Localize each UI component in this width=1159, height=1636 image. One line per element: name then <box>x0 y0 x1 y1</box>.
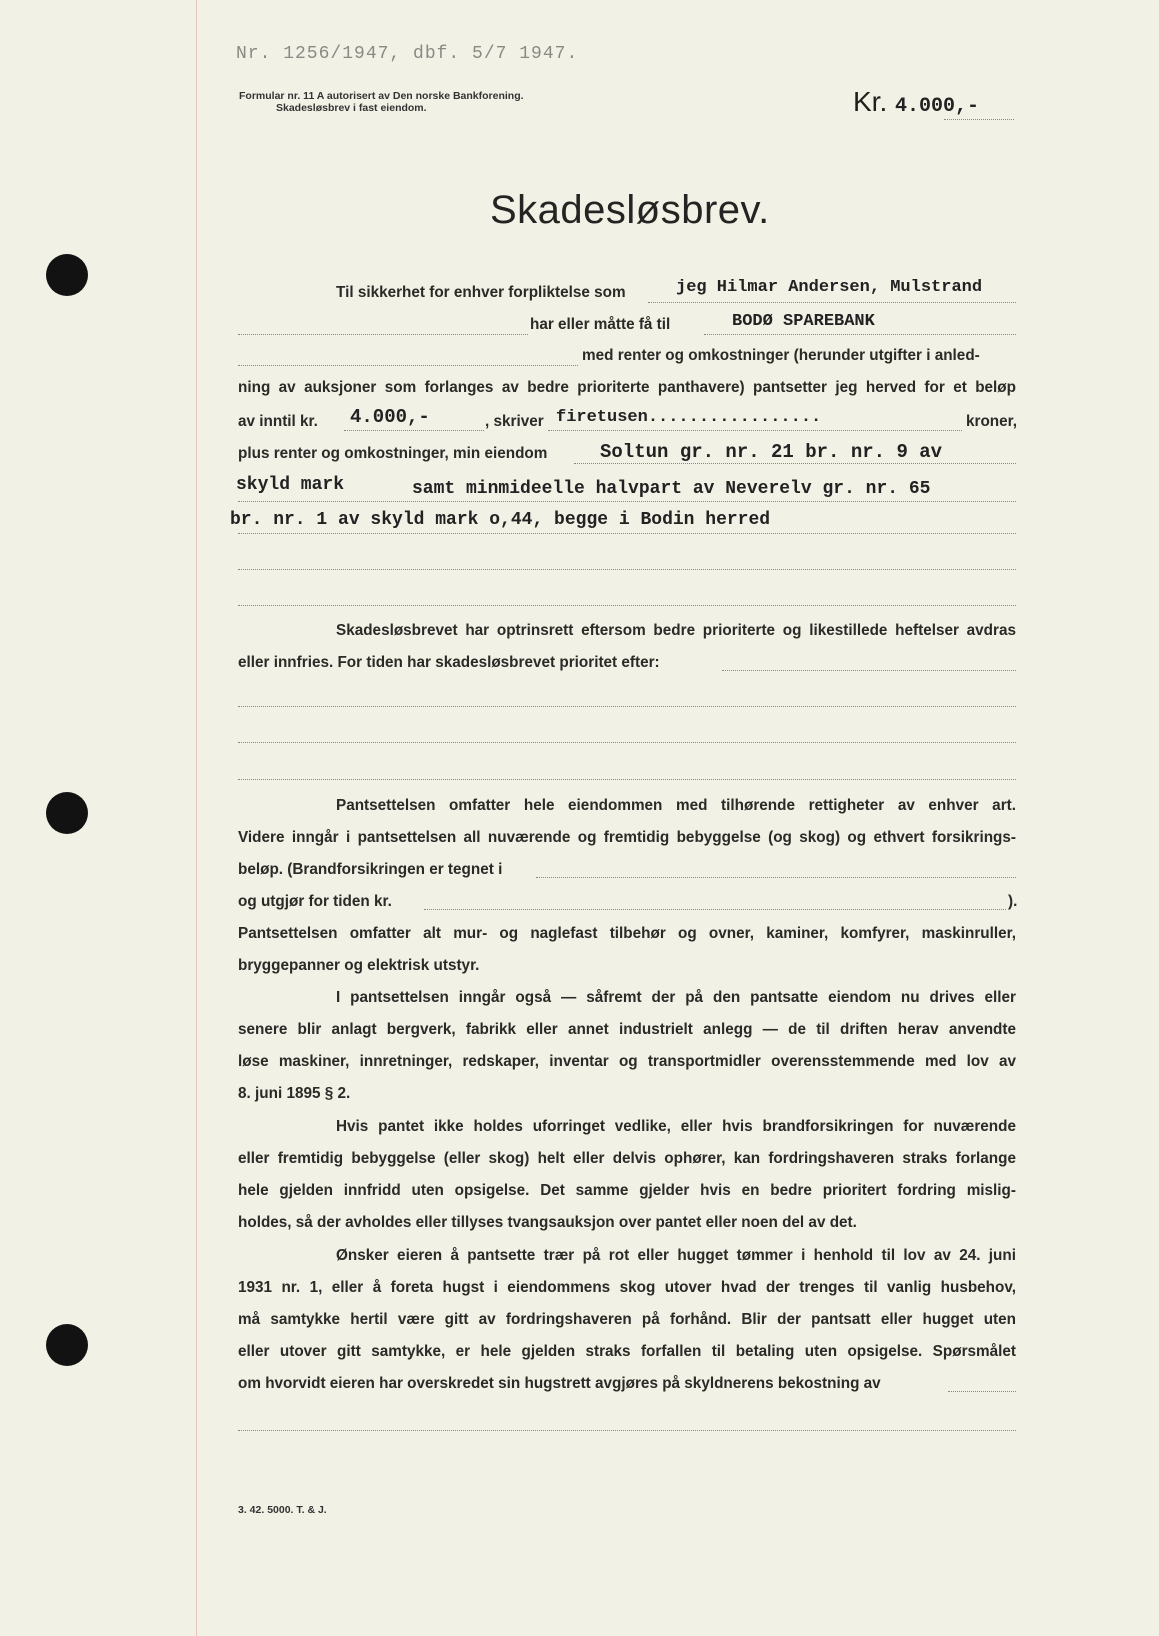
creditor-name: BODØ SPAREBANK <box>732 312 875 331</box>
property-line-2a: skyld mark <box>236 475 345 495</box>
blank-line-8 <box>238 1430 1016 1431</box>
clause-5-line-1: Ønsker eieren å pantsette trær på rot eller hugget tømmer i henhold til lov av 24. juni <box>336 1247 1016 1264</box>
insurance-company-line <box>536 877 1016 878</box>
creditor-label: har eller måtte få til <box>530 316 671 333</box>
punch-hole-top <box>46 254 88 296</box>
property-line-2b: samt minmideelle halvpart av Neverelv gr. nr. 65 <box>412 479 931 499</box>
amount-header-line <box>944 119 1014 120</box>
clause-4-line-1: Hvis pantet ikke holdes uforringet vedlike, eller hvis brandforsikringen for nuværende <box>336 1118 1016 1135</box>
registration-stamp: Nr. 1256/1947, dbf. 5/7 1947. <box>236 44 579 64</box>
blank-line-5 <box>238 706 1016 707</box>
currency-label: kroner, <box>966 413 1018 430</box>
amount-prefix: av inntil kr. <box>238 413 318 430</box>
clause-2-line-2: bryggepanner og elektrisk utstyr. <box>238 957 480 974</box>
clause-4-line-4: holdes, så der avholdes eller tillyses tvangsauksjon over pantet eller noen del av det. <box>238 1214 857 1231</box>
print-code: 3. 42. 5000. T. & J. <box>238 1504 327 1516</box>
blank-line-3 <box>238 569 1016 570</box>
clause-1-line-4: og utgjør for tiden kr. <box>238 893 392 910</box>
clause-5-line-4: eller utover gitt samtykke, er hele gjelden straks forfallen til betaling uten opsigelse. Spørsmålet <box>238 1343 1016 1360</box>
punch-hole-middle <box>46 792 88 834</box>
clause-1-line-1: Pantsettelsen omfatter hele eiendommen med tilhørende rettigheter av enhver art. <box>336 797 1016 814</box>
margin-rule <box>196 0 197 1636</box>
clause-5-line-5: om hvorvidt eieren har overskredet sin hugstrett avgjøres på skyldnerens bekostning av <box>238 1375 881 1392</box>
priority-line-2: eller innfries. For tiden har skadesløsbrevet prioritet efter: <box>238 654 660 671</box>
property-line-2-rule <box>238 501 1016 502</box>
clause-1-line-3: beløp. (Brandforsikringen er tegnet i <box>238 861 503 878</box>
clause-3-line-4: 8. juni 1895 § 2. <box>238 1085 351 1102</box>
property-lead: plus renter og omkostninger, min eiendom <box>238 445 548 462</box>
property-line-1-rule <box>574 463 1016 464</box>
arbitrator-line <box>948 1391 1016 1392</box>
property-line-3-rule <box>238 533 1016 534</box>
clause-3-line-3: løse maskiner, innretninger, redskaper, inventar og transportmidler overensstemmende med lov av <box>238 1053 1016 1070</box>
interest-line-1: med renter og omkostninger (herunder utgifter i anled- <box>582 347 980 364</box>
debtor-line <box>648 302 1016 303</box>
creditor-line <box>704 334 1016 335</box>
clause-3-line-2: senere blir anlagt bergverk, fabrikk eller annet industrielt anlegg — de til driften herav anvendte <box>238 1021 1016 1038</box>
clause-4-line-2: eller fremtidig bebyggelse (eller skog) helt eller delvis ophører, kan fordringshaveren straks forlange <box>238 1150 1016 1167</box>
pledge-lead: Til sikkerhet for enhver forpliktelse som <box>336 284 626 301</box>
clause-5-line-3: må samtykke hertil være gitt av fordringshaveren på forhånd. Blir der pantsatt eller hugget uten <box>238 1311 1016 1328</box>
amount-header <box>853 86 979 118</box>
property-line-3: br. nr. 1 av skyld mark o,44, begge i Bodin herred <box>230 510 771 530</box>
blank-line-7 <box>238 779 1016 780</box>
form-line-1: Formular nr. 11 A autorisert av Den norske Bankforening. <box>239 90 524 102</box>
blank-line-1 <box>238 334 528 335</box>
insurance-amount-line <box>424 909 1006 910</box>
clause-1-line-2: Videre inngår i pantsettelsen all nuværende og fremtidig bebyggelse (og skog) og ethvert forsikrings- <box>238 829 1016 846</box>
blank-line-2 <box>238 365 578 366</box>
clause-5-line-2: 1931 nr. 1, eller å foreta hugst i eiendommens skog utover hvad der trenges til vanlig husbehov, <box>238 1279 1016 1296</box>
blank-line-6 <box>238 742 1016 743</box>
priority-line-1: Skadesløsbrevet har optrinsrett eftersom bedre prioriterte og likestillede heftelser avdras <box>336 622 1016 639</box>
clause-2-line-1: Pantsettelsen omfatter alt mur- og naglefast tilbehør og ovner, kaminer, komfyrer, maskinruller, <box>238 925 1016 942</box>
writes-label: , skriver <box>485 413 544 430</box>
amount-figures: 4.000,- <box>350 406 430 428</box>
property-line-1: Soltun gr. nr. 21 br. nr. 9 av <box>600 441 943 463</box>
amount-label: Kr. <box>853 86 888 117</box>
blank-line-4 <box>238 605 1016 606</box>
interest-line-2: ning av auksjoner som forlanges av bedre prioriterte panthavere) pantsetter jeg herved for et beløp <box>238 379 1016 396</box>
amount-words: firetusen................. <box>556 408 822 427</box>
punch-hole-bottom <box>46 1324 88 1366</box>
amount-header-value: 4.000,- <box>895 95 980 118</box>
form-line-2: Skadesløsbrev i fast eiendom. <box>276 102 427 114</box>
amount-words-line <box>548 430 962 431</box>
clause-3-line-1: I pantsettelsen inngår også — såfremt der på den pantsatte eiendom nu drives eller <box>336 989 1016 1006</box>
clause-4-line-3: hele gjelden innfridd uten opsigelse. Det samme gjelder hvis en bedre prioritert fordring mislig- <box>238 1182 1016 1199</box>
priority-line-rule <box>722 670 1016 671</box>
clause-1-close: ). <box>1008 893 1018 910</box>
document-title: Skadesløsbrev. <box>490 188 770 232</box>
amount-figures-line <box>344 430 484 431</box>
debtor-name: jeg Hilmar Andersen, Mulstrand <box>676 278 983 297</box>
